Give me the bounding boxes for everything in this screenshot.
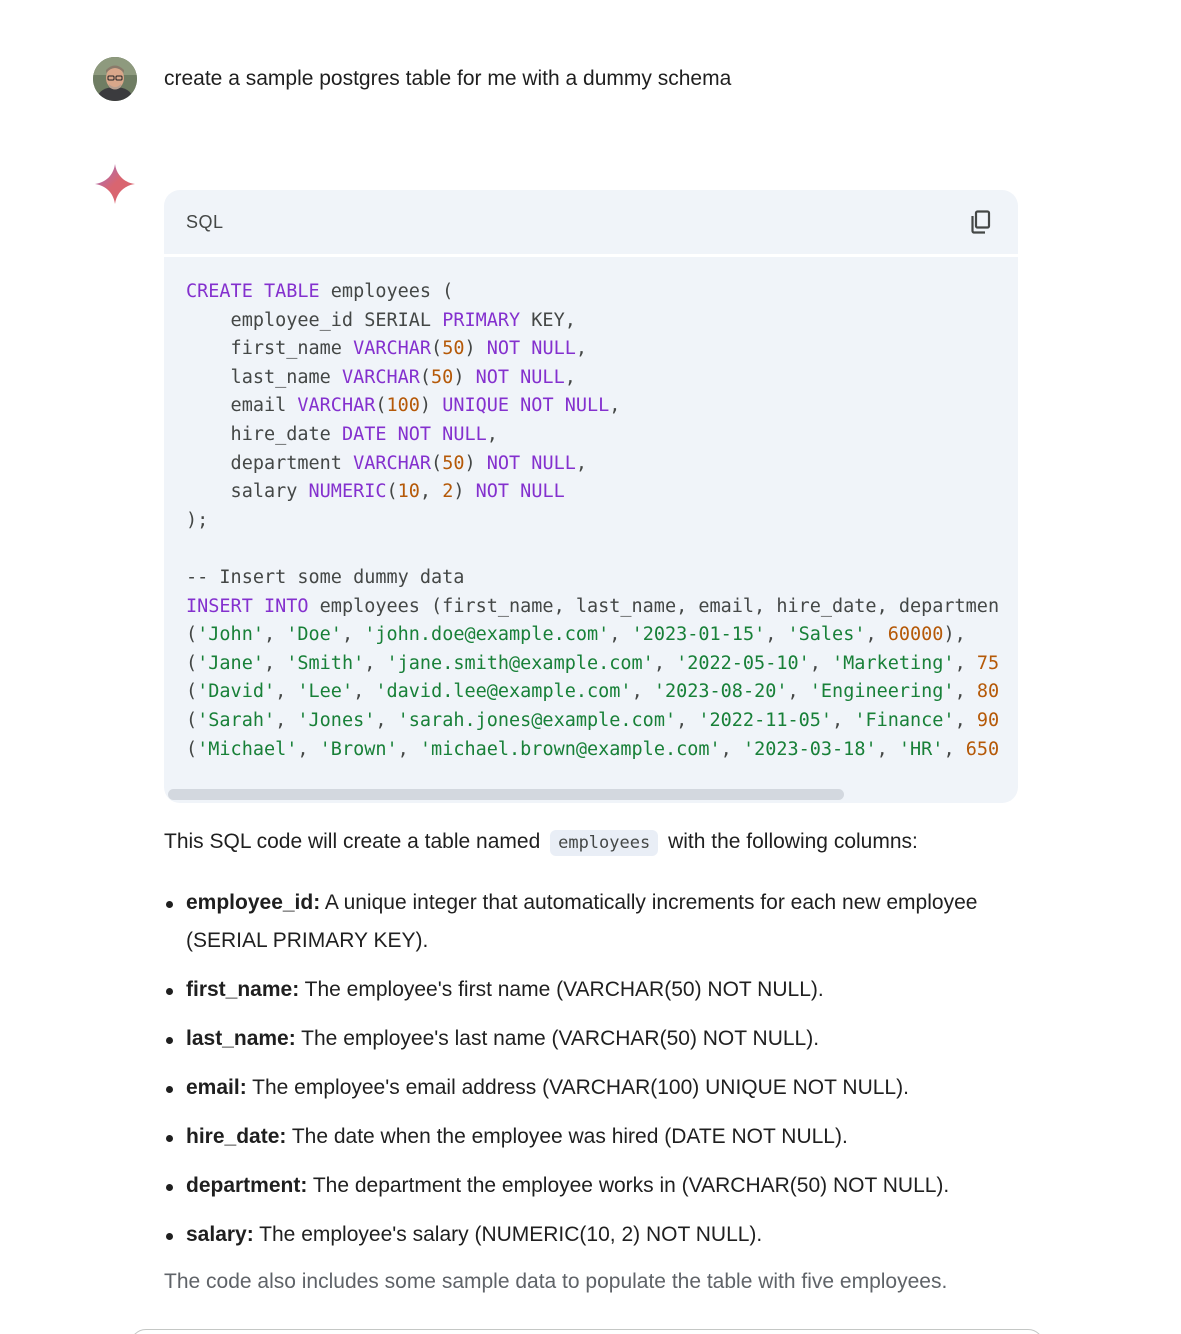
- code-number: 50: [442, 338, 465, 360]
- code-string: 'Doe': [286, 624, 342, 646]
- code-text: ,: [275, 709, 298, 731]
- code-header: [164, 190, 1018, 257]
- code-keyword: NOT NULL: [486, 338, 576, 360]
- code-text: ,: [297, 738, 320, 760]
- code-text: ,: [865, 624, 888, 646]
- code-string: 'Sarah': [197, 709, 276, 731]
- code-text: last_name: [186, 366, 342, 388]
- code-keyword: NOT NULL: [475, 481, 565, 503]
- code-text: (: [186, 624, 198, 646]
- code-text: ,: [575, 338, 587, 360]
- code-string: '2023-08-20': [653, 681, 788, 703]
- code-text: (: [386, 481, 398, 503]
- code-keyword: INSERT INTO: [186, 595, 309, 617]
- code-string: 'David': [197, 681, 276, 703]
- column-name: salary:: [186, 1223, 254, 1246]
- code-text: (: [186, 652, 198, 674]
- code-string: 'jane.smith@example.com': [386, 652, 654, 674]
- column-list-item: [164, 1020, 984, 1058]
- code-text: KEY,: [520, 309, 576, 331]
- code-text: (: [431, 338, 443, 360]
- column-list-item: [164, 1167, 984, 1205]
- code-text: ,: [832, 709, 855, 731]
- code-text: employees (first_name, last_name, email, hire_date, departmen: [308, 595, 1000, 617]
- code-text: ,: [341, 624, 365, 646]
- code-keyword: VARCHAR: [297, 395, 376, 417]
- code-number: 80: [976, 681, 1000, 703]
- code-string: 'michael.brown@example.com': [419, 738, 721, 760]
- code-text: first_name: [186, 338, 354, 360]
- code-text: ,: [397, 738, 420, 760]
- code-keyword: NUMERIC: [308, 481, 387, 503]
- code-text: ,: [353, 681, 376, 703]
- code-text: (: [431, 452, 443, 474]
- code-line: [186, 478, 1018, 507]
- code-text: ,: [375, 709, 398, 731]
- code-text: employees (: [319, 281, 454, 302]
- column-description: The department the employee works in (VARCHAR(50) NOT NULL).: [307, 1174, 950, 1197]
- code-keyword: DATE NOT NULL: [341, 423, 487, 445]
- code-text: ,: [954, 681, 977, 703]
- code-text: ),: [943, 624, 966, 646]
- user-prompt: create a sample postgres table for me with a dummy schema: [164, 67, 732, 90]
- user-avatar[interactable]: [93, 57, 137, 101]
- code-line: [186, 707, 1018, 736]
- column-name: employee_id:: [186, 891, 321, 914]
- code-string: 'Michael': [197, 738, 298, 760]
- code-string: 'Engineering': [809, 681, 955, 703]
- code-string: 'Brown': [319, 738, 398, 760]
- column-name: last_name:: [186, 1027, 296, 1050]
- code-text: ,: [653, 652, 677, 674]
- code-string: 'John': [197, 624, 264, 646]
- intro-text-before: This SQL code will create a table named: [164, 830, 541, 853]
- code-line: [186, 564, 1018, 593]
- column-description: The employee's email address (VARCHAR(100) UNIQUE NOT NULL).: [246, 1076, 909, 1099]
- code-text: (: [186, 738, 198, 760]
- code-text: ,: [575, 452, 587, 474]
- user-turn: [93, 57, 731, 101]
- code-line: [186, 507, 1018, 536]
- code-text: ,: [809, 652, 833, 674]
- inline-code-table-name: employees: [550, 830, 658, 856]
- code-string: 'Smith': [286, 652, 365, 674]
- code-string: 'john.doe@example.com': [364, 624, 610, 646]
- code-text: ,: [609, 624, 632, 646]
- code-text: ,: [275, 681, 298, 703]
- code-number: 50: [442, 452, 465, 474]
- code-string: '2022-11-05': [698, 709, 833, 731]
- code-string: 'HR': [898, 738, 944, 760]
- code-number: 2: [442, 481, 454, 503]
- code-text: ,: [954, 709, 977, 731]
- code-keyword: PRIMARY: [442, 309, 521, 331]
- code-string: '2023-03-18': [742, 738, 877, 760]
- code-keyword: UNIQUE NOT NULL: [442, 395, 610, 417]
- code-keyword: CREATE TABLE: [186, 281, 320, 302]
- code-text: ,: [631, 681, 654, 703]
- scrollbar-thumb[interactable]: [168, 789, 844, 800]
- column-name: department:: [186, 1174, 308, 1197]
- code-text: );: [186, 509, 209, 531]
- code-text: email: [186, 395, 298, 417]
- code-text: ,: [787, 681, 810, 703]
- code-line: [186, 621, 1018, 650]
- code-number: 60000: [887, 624, 944, 646]
- column-list: [164, 884, 984, 1265]
- column-list-item: [164, 1216, 984, 1254]
- code-string: '2023-01-15': [631, 624, 766, 646]
- horizontal-scrollbar[interactable]: [166, 789, 1016, 800]
- code-text: ,: [720, 738, 743, 760]
- copy-icon: [970, 210, 992, 234]
- code-line: [186, 364, 1018, 393]
- column-description: The employee's salary (NUMERIC(10, 2) NOT NULL).: [253, 1223, 763, 1246]
- code-line: [186, 736, 1018, 765]
- code-keyword: VARCHAR: [353, 452, 432, 474]
- code-string: 'david.lee@example.com': [375, 681, 632, 703]
- explanation-intro: [164, 826, 918, 859]
- code-language-label: SQL: [186, 211, 224, 232]
- code-string: 'Lee': [297, 681, 354, 703]
- code-text: employee_id SERIAL: [186, 309, 443, 331]
- code-line: [186, 650, 1018, 679]
- code-line: [186, 535, 1018, 564]
- code-text: hire_date: [186, 423, 342, 445]
- column-description: A unique integer that automatically increments for each new employee (SERIAL PRIMARY KEY).: [186, 891, 978, 952]
- column-name: hire_date:: [186, 1125, 287, 1148]
- code-content[interactable]: [186, 278, 1018, 764]
- code-text: ): [419, 395, 443, 417]
- column-list-item: [164, 1069, 984, 1107]
- code-text: ,: [419, 481, 443, 503]
- code-text: (: [375, 395, 387, 417]
- code-line: [186, 278, 1018, 307]
- column-description: The date when the employee was hired (DATE NOT NULL).: [286, 1125, 848, 1148]
- code-string: 'sarah.jones@example.com': [397, 709, 677, 731]
- code-string: 'Sales': [787, 624, 866, 646]
- column-description: The employee's first name (VARCHAR(50) NOT NULL).: [299, 978, 824, 1001]
- code-block: [164, 190, 1018, 803]
- code-text: ,: [609, 395, 621, 417]
- code-number: 650: [965, 738, 1000, 760]
- column-list-item: [164, 971, 984, 1009]
- code-text: ,: [486, 423, 498, 445]
- gemini-spark-icon: [93, 162, 137, 206]
- code-line: [186, 335, 1018, 364]
- code-text: ,: [954, 652, 977, 674]
- code-line: [186, 307, 1018, 336]
- code-text: ,: [765, 624, 788, 646]
- code-line: [186, 450, 1018, 479]
- column-list-item: [164, 1118, 984, 1156]
- code-keyword: NOT NULL: [486, 452, 576, 474]
- code-number: 50: [431, 366, 454, 388]
- code-string: 'Finance': [854, 709, 955, 731]
- explanation-outro: The code also includes some sample data to populate the table with five employees.: [164, 1270, 948, 1293]
- code-text: ,: [943, 738, 966, 760]
- code-number: 75: [976, 652, 1000, 674]
- code-text: ): [464, 338, 487, 360]
- intro-text-after: with the following columns:: [668, 830, 918, 853]
- code-comment: -- Insert some dummy data: [186, 566, 465, 588]
- copy-code-button[interactable]: [966, 207, 996, 237]
- code-number: 90: [976, 709, 1000, 731]
- code-number: 100: [386, 395, 420, 417]
- code-text: ,: [676, 709, 699, 731]
- column-name: email:: [186, 1076, 247, 1099]
- code-line: [186, 421, 1018, 450]
- input-box-edge[interactable]: [130, 1329, 1044, 1334]
- code-text: (: [186, 681, 198, 703]
- code-string: 'Jane': [197, 652, 264, 674]
- code-line: [186, 678, 1018, 707]
- code-line: [186, 593, 1018, 622]
- code-keyword: VARCHAR: [341, 366, 420, 388]
- code-text: ): [464, 452, 487, 474]
- code-string: '2022-05-10': [676, 652, 810, 674]
- code-number: 10: [397, 481, 420, 503]
- column-name: first_name:: [186, 978, 300, 1001]
- column-list-item: [164, 884, 984, 960]
- code-text: salary: [186, 481, 309, 503]
- code-text: (: [419, 366, 432, 388]
- avatar-photo: [93, 57, 137, 101]
- code-text: ): [453, 366, 476, 388]
- code-text: ): [453, 481, 476, 503]
- column-description: The employee's last name (VARCHAR(50) NOT NULL).: [295, 1027, 820, 1050]
- code-text: ,: [364, 652, 387, 674]
- code-keyword: NOT NULL: [475, 366, 565, 388]
- code-keyword: VARCHAR: [353, 338, 432, 360]
- code-string: 'Jones': [297, 709, 376, 731]
- code-line: [186, 392, 1018, 421]
- code-text: ,: [263, 624, 287, 646]
- code-text: ,: [564, 366, 576, 388]
- code-text: department: [186, 452, 354, 474]
- code-text: ,: [876, 738, 899, 760]
- code-string: 'Marketing': [832, 652, 955, 674]
- code-text: (: [186, 709, 198, 731]
- code-text: ,: [263, 652, 287, 674]
